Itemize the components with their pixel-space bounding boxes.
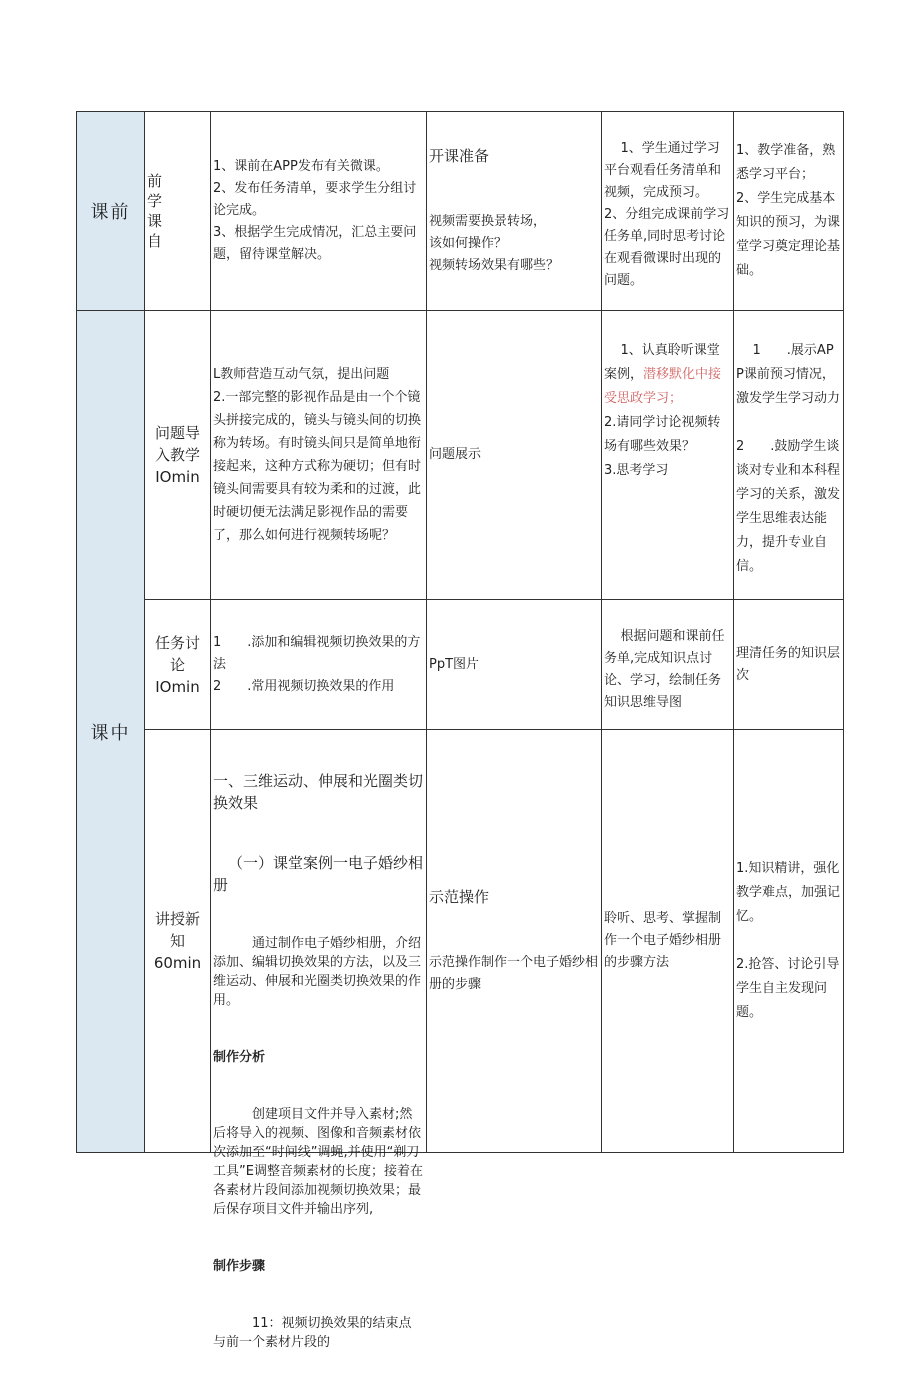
ideological-learning-text: 潜移默化中接受思政学习； xyxy=(604,367,722,406)
lecture-paragraph-2: 创建项目文件并导入素材;然后将导入的视频、图像和音频素材依次添加至“时间线”调蝇,并使用“剃刀工具”E调整音频素材的长度；接着在各素材片段间添加视频切换效果；最后保存项目文件并输出序列, xyxy=(213,1107,423,1217)
stage-pre-class xyxy=(76,111,145,311)
design-pre xyxy=(426,111,602,311)
phase-new-knowledge: 讲授新 知 60min xyxy=(144,729,211,1153)
student-activity-task: 根据问题和课前任务单,完成知识点讨论、学习，绘制任务知识思维导图 xyxy=(601,599,734,730)
lecture-paragraph-3: 11：视频切换效果的结束点与前一个素材片段的 xyxy=(213,1316,412,1350)
stage-in-class xyxy=(76,310,145,1153)
student-activity-pre: 1、学生通过学习平台观看任务清单和视频，完成预习。 2、分组完成课前学习任务单,同时思考讨论在观看微课时出现的问题。 xyxy=(601,111,734,311)
student-activity-lecture: 聆听、思考、掌握制作一个电子婚纱相册的步骤方法 xyxy=(601,729,734,1153)
design-lecture-title: 示范操作 xyxy=(429,888,490,906)
intent-intro: 1 .展示APP课前预习情况，激发学生学习动力 2 .鼓励学生谈谈对专业和本科程学习的关系，激发学生思维表达能力，提升专业自信。 xyxy=(733,310,844,600)
design-lecture xyxy=(426,729,602,1153)
teacher-activity-task: 1 .添加和编辑视频切换效果的方法 2 .常用视频切换效果的作用 xyxy=(210,599,427,730)
phase-problem-intro: 问题导 入教学 IOmin xyxy=(144,310,211,600)
intent-pre: 1、教学准备，熟悉学习平台； 2、学生完成基本知识的预习，为课堂学习奠定理论基础。 xyxy=(733,111,844,311)
lesson-plan-table xyxy=(76,111,844,1350)
stage-pre-class-label: 课前 xyxy=(90,202,131,223)
teacher-activity-pre: 1、课前在APP发布有关微课。 2、发布任务清单，要求学生分组讨论完成。 3、根据学生完成情况，汇总主要问题，留待课堂解决。 xyxy=(210,111,427,311)
lecture-heading-2: （一）课堂案例一电子婚纱相册 xyxy=(213,854,424,894)
lecture-paragraph-1: 通过制作电子婚纱相册，介绍添加、编辑切换效果的方法，以及三维运动、伸展和光圈类切换效果的作用。 xyxy=(213,936,422,1008)
phase-pre-study: 前 学 课 自 xyxy=(144,111,211,311)
design-pre-text: 视频需要换景转场， 该如何操作？ 视频转场效果有哪些？ xyxy=(429,214,560,273)
intent-task: 理清任务的知识层次 xyxy=(733,599,844,730)
lecture-heading-3: 制作分析 xyxy=(213,1050,266,1065)
intent-lecture: 1.知识精讲，强化教学难点，加强记忆。 2.抢答、讨论引导学生自主发现问题。 xyxy=(733,729,844,1153)
student-activity-intro: 1、认真聆听课堂案例，潜移默化中接受思政学习； 2.请同学讨论视频转场有哪些效果？ 3.思考学习 xyxy=(601,310,734,600)
phase-task-discussion: 任务讨 论 IOmin xyxy=(144,599,211,730)
stage-in-class-label: 课中 xyxy=(90,722,131,744)
design-lecture-text: 示范操作制作一个电子婚纱相册的步骤 xyxy=(429,955,599,992)
design-pre-title: 开课准备 xyxy=(429,147,490,165)
design-intro: 问题展示 xyxy=(426,310,602,600)
teacher-activity-intro: L教师营造互动气氛，提出问题 2.一部完整的影视作品是由一个个镜头拼接完成的，镜头与镜头间的切换称为转场。有时镜头间只是简单地衔接起来，这种方式称为硬切；但有时镜头间需要具有较为柔和的过渡，此时硬切便无法满足影视作品的需要了，那么如何进行视频转场呢？ xyxy=(210,310,427,600)
teacher-activity-lecture xyxy=(210,729,427,1350)
lecture-heading-1: 一、三维运动、伸展和光圈类切换效果 xyxy=(213,772,424,812)
lecture-heading-4: 制作步骤 xyxy=(213,1259,266,1274)
design-task: PpT图片 xyxy=(426,599,602,730)
